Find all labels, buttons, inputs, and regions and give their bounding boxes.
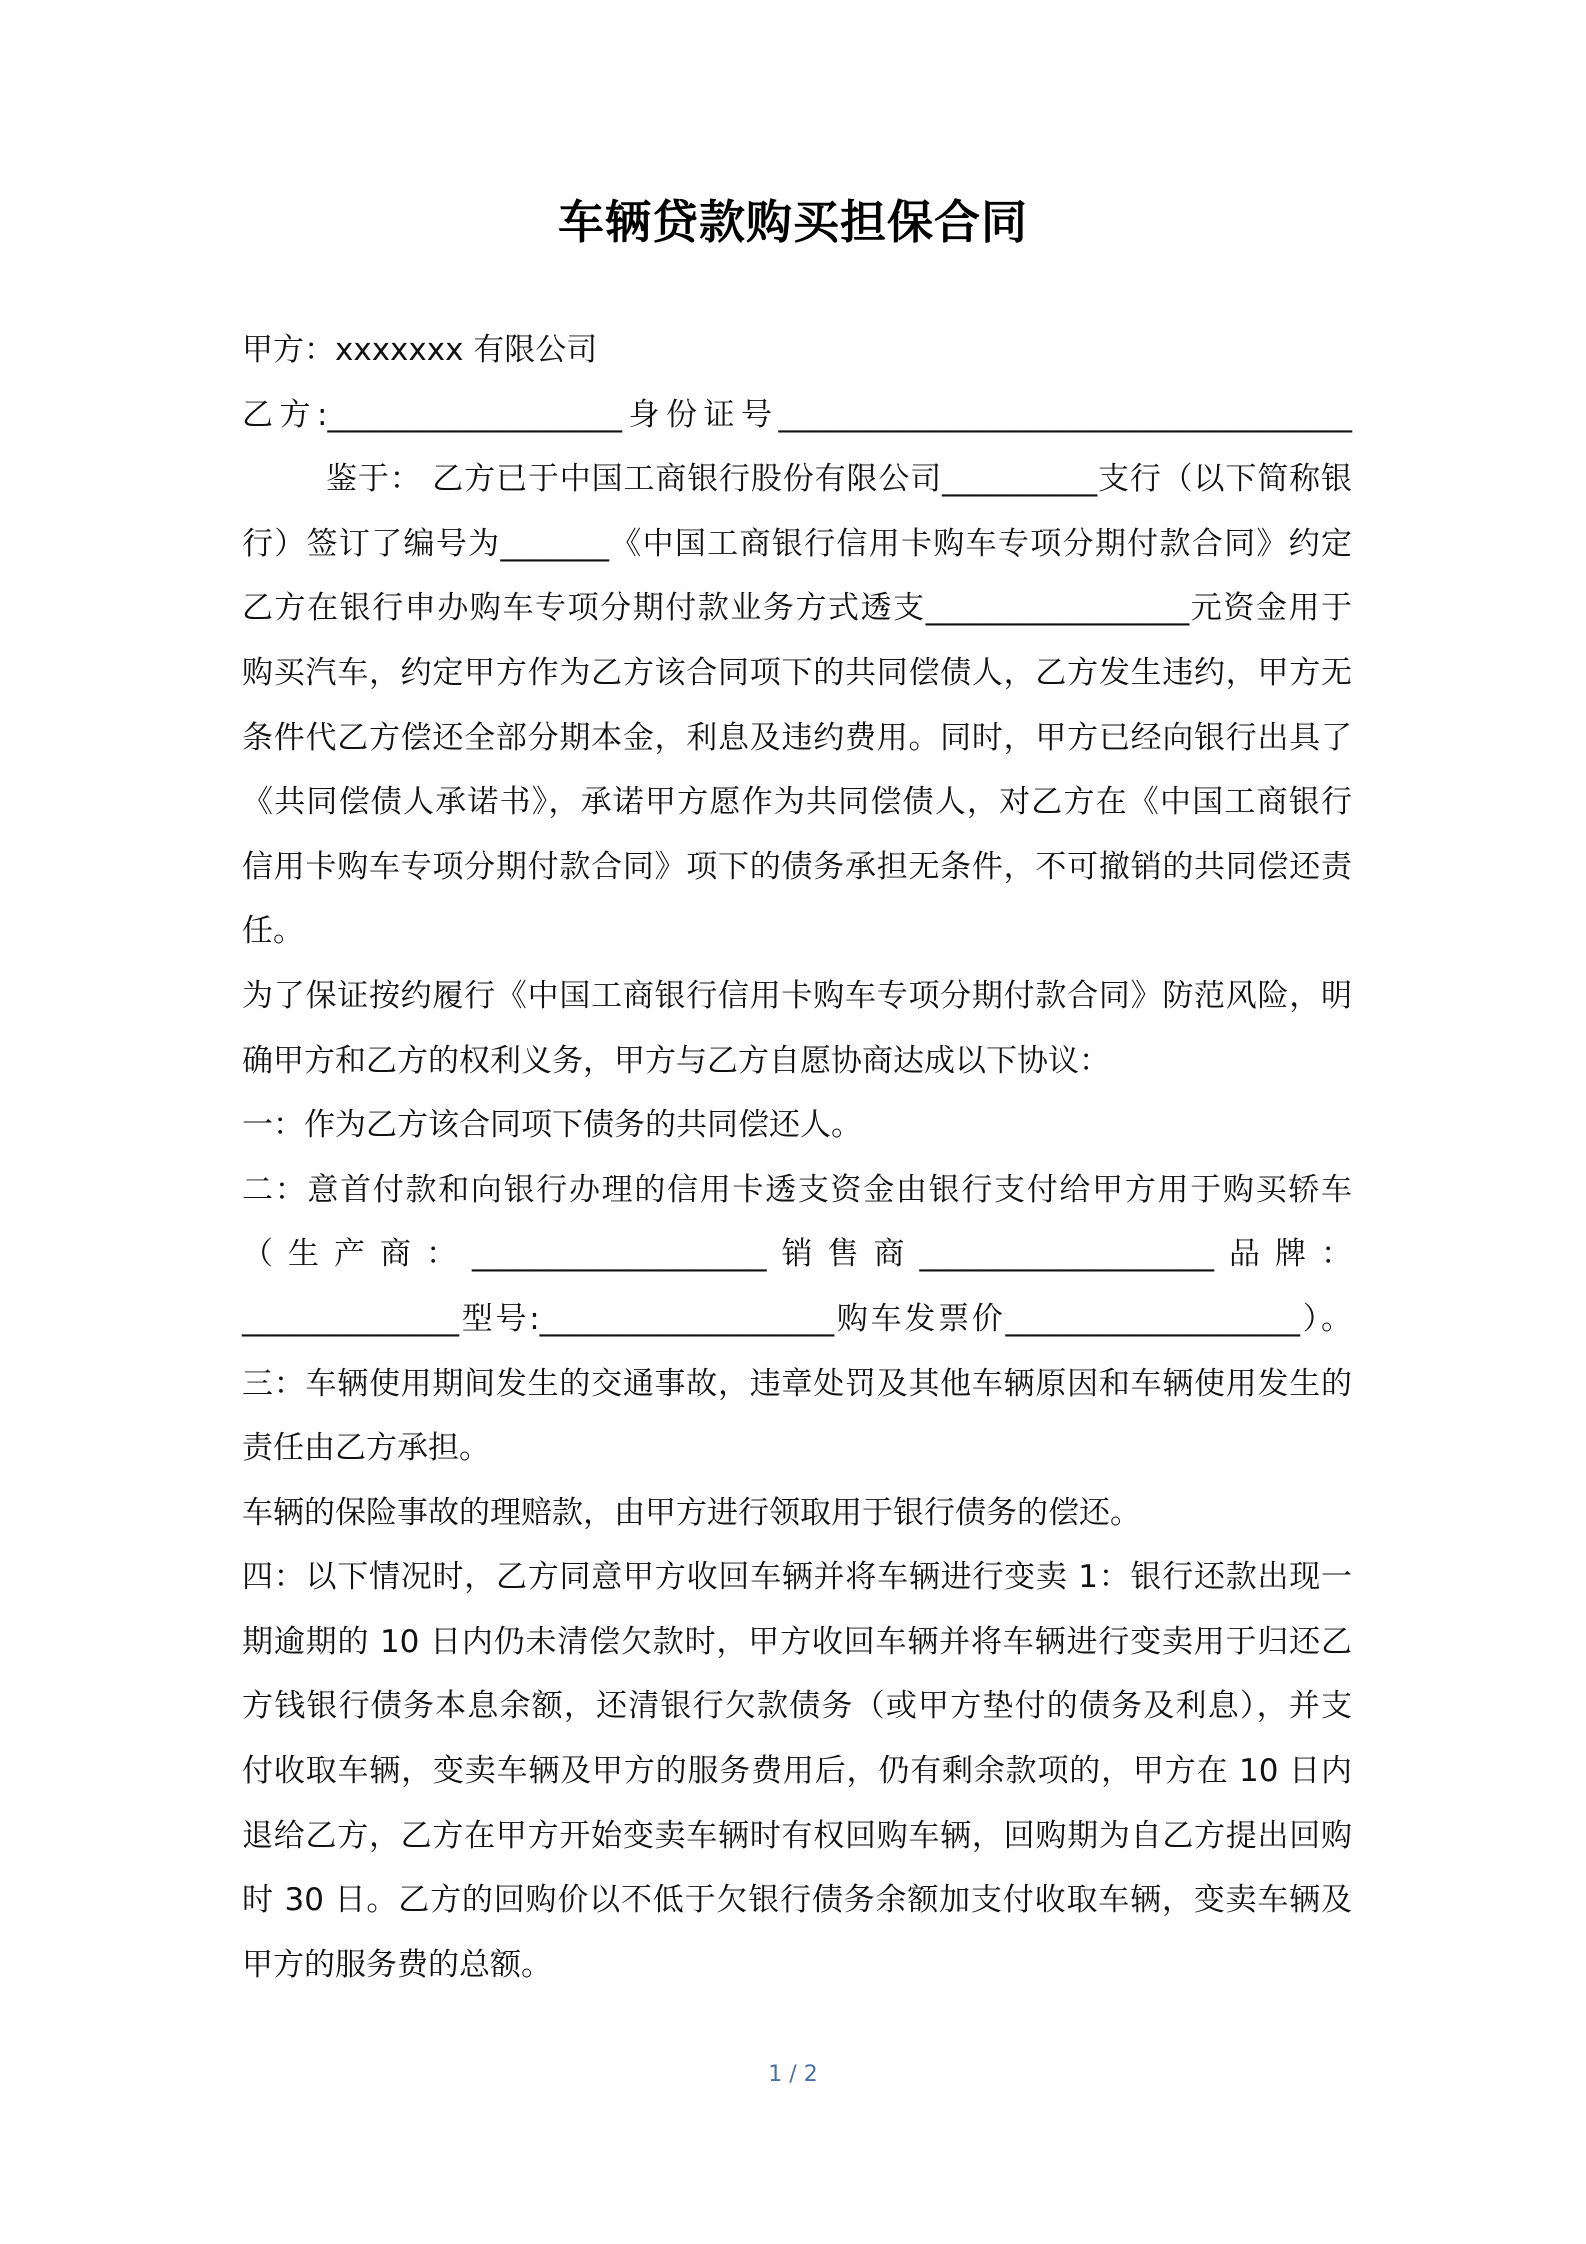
clause-line: 三：车辆使用期间发生的交通事故，违章处罚及其他车辆原因和车辆使用发生的 <box>242 1365 1352 1402</box>
party-a-line: 甲方：xxxxxxx 有限公司 <box>242 332 598 368</box>
paragraph-line: 行）签订了编号为_______《中国工商银行信用卡购车专项分期付款合同》约定 <box>242 525 1352 562</box>
party-b-line: 乙方:___________________身份证号_____________________________________ <box>242 396 1352 433</box>
paragraph-line: 为了保证按约履行《中国工商银行信用卡购车专项分期付款合同》防范风险，明 <box>242 977 1352 1014</box>
clause-line: 期逾期的 10 日内仍未清偿欠款时，甲方收回车辆并将车辆进行变卖用于归还乙 <box>242 1623 1352 1660</box>
clause-line: 退给乙方，乙方在甲方开始变卖车辆时有权回购车辆，回购期为自乙方提出回购 <box>242 1817 1352 1854</box>
document-body <box>242 318 1352 1997</box>
clause-line: 付收取车辆，变卖车辆及甲方的服务费用后，仍有剩余款项的，甲方在 10 日内 <box>242 1753 1352 1790</box>
paragraph-line: 条件代乙方偿还全部分期本金，利息及违约费用。同时，甲方已经向银行出具了 <box>242 719 1352 756</box>
clause-line: 一：作为乙方该合同项下债务的共同偿还人。 <box>242 1107 862 1144</box>
paragraph-line: 信用卡购车专项分期付款合同》项下的债务承担无条件，不可撤销的共同偿还责 <box>242 848 1352 885</box>
clause-line: 方钱银行债务本息余额，还清银行欠款债务（或甲方垫付的债务及利息），并支 <box>242 1688 1352 1725</box>
paragraph-line: 确甲方和乙方的权利义务，甲方与乙方自愿协商达成以下协议： <box>242 1042 1110 1079</box>
clause-line: ______________型号:___________________购车发票价___________________）。 <box>242 1300 1352 1337</box>
clause-line: 责任由乙方承担。 <box>242 1430 490 1467</box>
clause-line: 车辆的保险事故的理赔款，由甲方进行领取用于银行债务的偿还。 <box>242 1494 1141 1531</box>
paragraph-line: 《共同偿债人承诺书》，承诺甲方愿作为共同偿债人，对乙方在《中国工商银行 <box>242 784 1352 821</box>
clause-line: 四：以下情况时，乙方同意甲方收回车辆并将车辆进行变卖 1：银行还款出现一 <box>242 1559 1352 1596</box>
clause-line: 时 30 日。乙方的回购价以不低于欠银行债务余额加支付收取车辆，变卖车辆及 <box>242 1882 1352 1919</box>
clause-line: 甲方的服务费的总额。 <box>242 1946 552 1983</box>
page-number: 1 / 2 <box>768 2062 818 2087</box>
clause-line: 二：意首付款和向银行办理的信用卡透支资金由银行支付给甲方用于购买轿车 <box>242 1171 1352 1208</box>
document-title: 车辆贷款购买担保合同 <box>558 195 1028 249</box>
clause-line: （生产商：___________________销售商___________________品牌： <box>242 1236 1352 1273</box>
paragraph-line: 乙方在银行申办购车专项分期付款业务方式透支_________________元资金用于 <box>242 590 1352 627</box>
paragraph-line: 鉴于： 乙方已于中国工商银行股份有限公司__________支行（以下简称银 <box>326 461 1352 498</box>
paragraph-line: 购买汽车，约定甲方作为乙方该合同项下的共同偿债人，乙方发生违约，甲方无 <box>242 654 1352 691</box>
paragraph-line: 任。 <box>242 913 304 950</box>
